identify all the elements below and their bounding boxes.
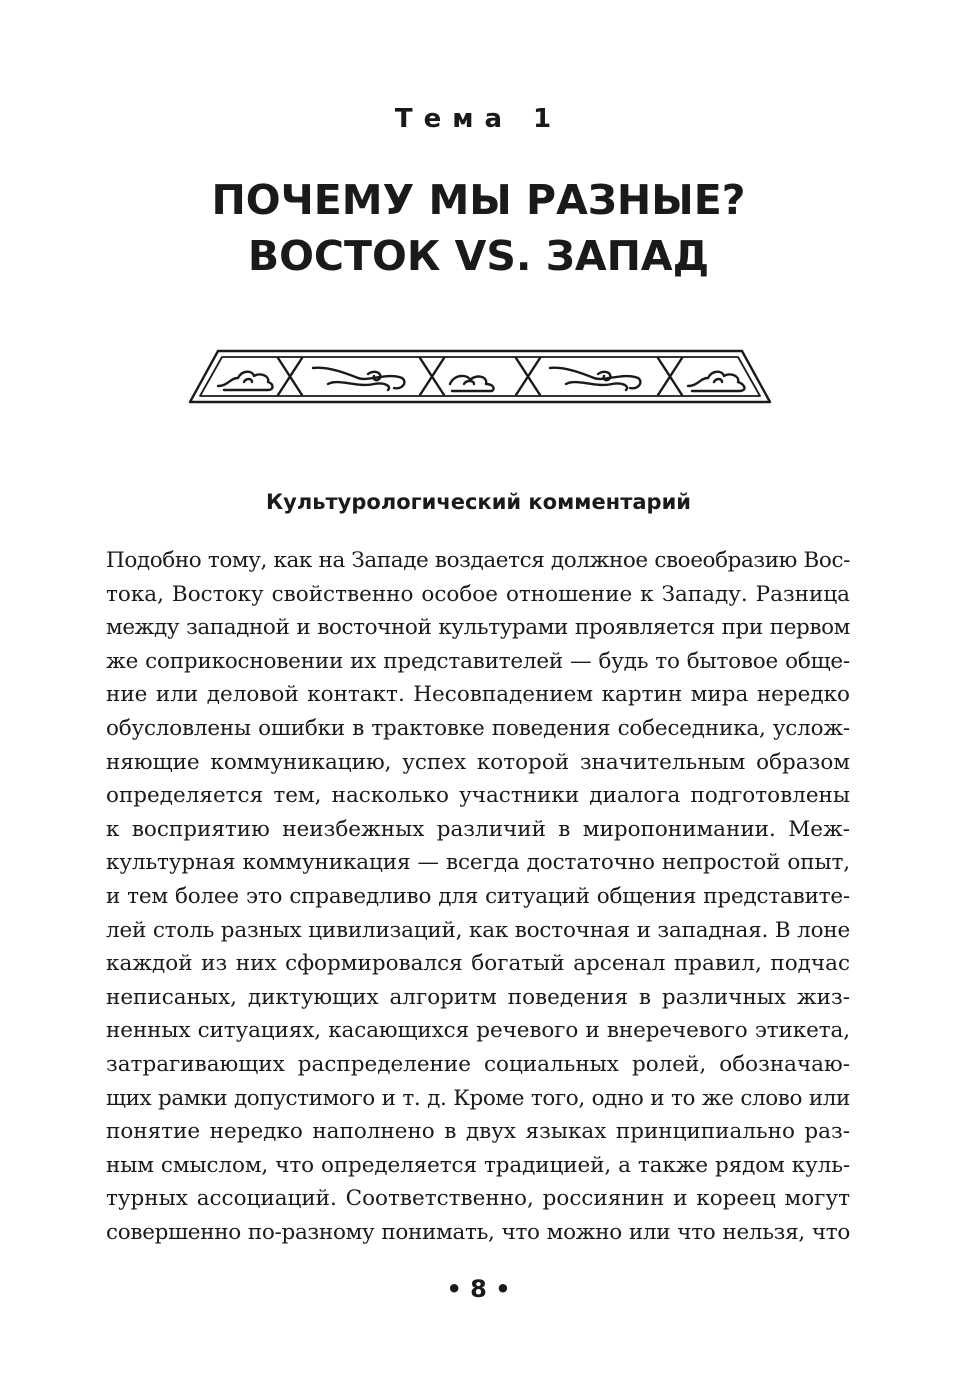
- chapter-title-line-1: ПОЧЕМУ МЫ РАЗНЫЕ?: [211, 176, 746, 224]
- text-line: ние или деловой контакт. Несовпадением картин мира нередко: [106, 682, 850, 708]
- text-line: турных ассоциаций. Соответственно, россиянин и кореец могут: [106, 1186, 850, 1212]
- text-line: лей столь разных цивилизаций, как восточная и западная. В лоне: [106, 917, 850, 943]
- cloud-scroll-ornament-icon: [188, 348, 772, 406]
- chapter-title: [0, 172, 957, 284]
- page-number: • 8 •: [446, 1275, 511, 1303]
- text-line: ненных ситуациях, касающихся речевого и внеречевого этикета,: [106, 1018, 850, 1044]
- text-line: понятие нередко наполнено в двух языках принципиально раз-: [106, 1119, 850, 1145]
- text-line: совершенно по-разному понимать, что можно или что нельзя, что: [106, 1219, 850, 1245]
- body-paragraph: [106, 544, 850, 1249]
- text-line: няющие коммуникацию, успех которой значительным образом: [106, 749, 850, 775]
- text-line: затрагивающих распределение социальных ролей, обозначаю-: [106, 1051, 850, 1077]
- text-line: тока, Востоку свойственно особое отношение к Западу. Разница: [106, 581, 850, 607]
- text-line: между западной и восточной культурами проявляется при первом: [106, 615, 850, 641]
- section-subheading: Культурологический комментарий: [266, 490, 691, 514]
- text-line: каждой из них сформировался богатый арсенал правил, подчас: [106, 951, 850, 977]
- text-line: неписаных, диктующих алгоритм поведения в различных жиз-: [106, 984, 850, 1010]
- text-line: же соприкосновении их представителей — будь то бытовое обще-: [106, 648, 850, 674]
- text-line: ным смыслом, что определяется традицией, а также рядом куль-: [106, 1152, 850, 1178]
- chapter-title-line-2: ВОСТОК VS. ЗАПАД: [247, 232, 710, 280]
- text-line: определяется тем, насколько участники диалога подготовлены: [106, 783, 850, 809]
- text-line: Подобно тому, как на Западе воздается должное своеобразию Вос-: [106, 548, 850, 573]
- text-line: щих рамки допустимого и т. д. Кроме того, одно и то же слово или: [106, 1085, 850, 1111]
- text-line: культурная коммуникация — всегда достаточно непростой опыт,: [106, 850, 850, 876]
- text-line: и тем более это справедливо для ситуаций общения представите-: [106, 883, 850, 909]
- text-line: обусловлены ошибки в трактовке поведения собеседника, услож-: [106, 715, 850, 741]
- text-line: к восприятию неизбежных различий в миропонимании. Меж-: [106, 816, 850, 842]
- topic-label: Тема 1: [394, 104, 563, 134]
